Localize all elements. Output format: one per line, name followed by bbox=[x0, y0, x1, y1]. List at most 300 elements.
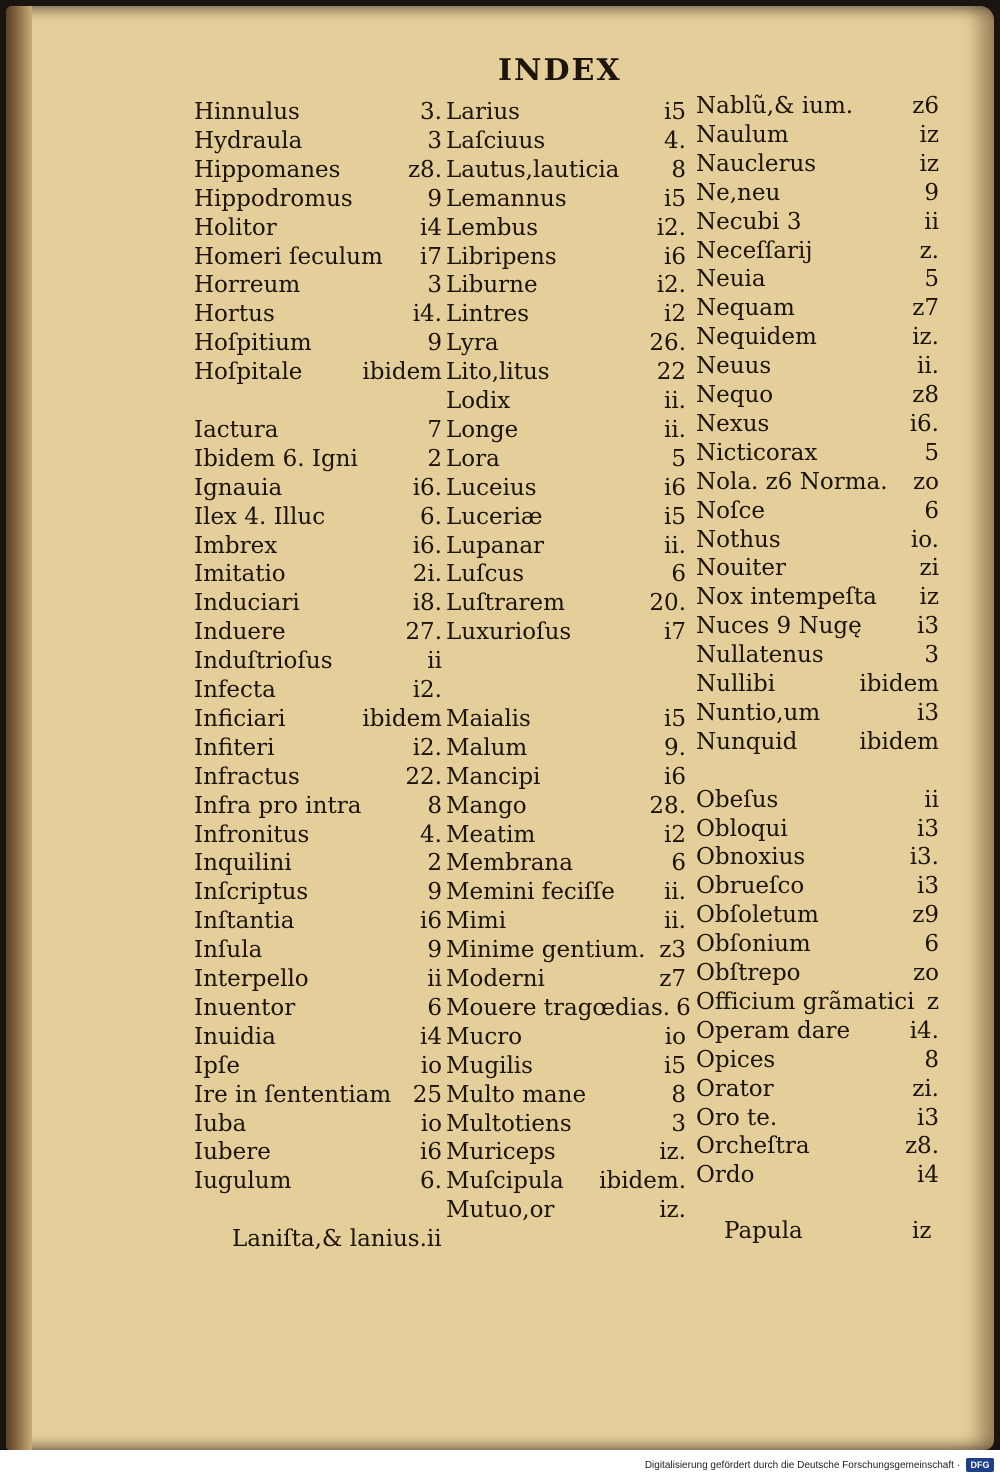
index-page-ref: i5 bbox=[664, 503, 686, 530]
index-page-ref: 2i. bbox=[412, 561, 442, 588]
index-page-ref: i6 bbox=[420, 908, 442, 935]
index-page-ref: ii. bbox=[663, 416, 686, 443]
index-page-ref: 5 bbox=[924, 266, 939, 293]
index-page-ref: 6 bbox=[671, 561, 686, 588]
index-term: Meatim bbox=[446, 821, 536, 848]
dfg-logo: DFG bbox=[966, 1458, 994, 1472]
index-page-ref: z7 bbox=[912, 295, 939, 322]
index-entry bbox=[696, 612, 939, 640]
index-entry bbox=[194, 734, 442, 762]
index-entry bbox=[696, 208, 939, 236]
index-page-ref: i6 bbox=[664, 763, 686, 790]
index-entry bbox=[696, 179, 939, 207]
index-page-ref: iz. bbox=[659, 1197, 686, 1224]
page-title: INDEX bbox=[498, 53, 622, 88]
index-page-ref: ibidem bbox=[362, 359, 442, 386]
index-term: Mucro bbox=[446, 1023, 523, 1050]
index-page-ref: ii. bbox=[663, 388, 686, 414]
index-page-ref: i8. bbox=[412, 590, 442, 617]
index-entry bbox=[446, 589, 686, 617]
index-term: Nuces 9 Nugę bbox=[696, 613, 862, 640]
index-entry bbox=[194, 792, 442, 820]
index-page-ref: zi bbox=[919, 555, 939, 582]
index-term: Induere bbox=[194, 619, 286, 646]
index-term: Lintres bbox=[446, 301, 530, 328]
index-term: Induſtrioſus bbox=[194, 648, 333, 675]
index-page-ref: 9 bbox=[427, 185, 442, 212]
index-page-ref: 2 bbox=[427, 850, 442, 877]
index-page-ref: ii. bbox=[663, 908, 686, 935]
index-term: Muſcipula bbox=[446, 1168, 564, 1195]
index-term: Multo mane bbox=[446, 1081, 587, 1108]
index-term: Nullibi bbox=[696, 671, 776, 697]
index-entry bbox=[446, 1110, 686, 1138]
index-page-ref: i3 bbox=[917, 1104, 939, 1131]
index-page-ref: i2. bbox=[656, 214, 686, 241]
index-page-ref: 9 bbox=[427, 879, 442, 906]
index-entry bbox=[696, 237, 939, 265]
index-term: Minime gentium. bbox=[446, 937, 646, 964]
index-entry bbox=[446, 185, 686, 213]
index-entry bbox=[446, 1138, 686, 1166]
index-entry bbox=[696, 641, 939, 669]
index-page-ref: i5 bbox=[664, 705, 686, 732]
index-term: Hippomanes bbox=[194, 156, 341, 183]
index-page-ref: 6. bbox=[420, 503, 442, 530]
index-page-ref: i4 bbox=[420, 214, 442, 241]
footer-credit: Digitalisierung gefördert durch die Deutsche Forschungsgemeinschaft · bbox=[644, 1460, 960, 1471]
index-term: Iactura bbox=[194, 416, 279, 443]
catchword-right-ref: iz bbox=[912, 1218, 932, 1244]
index-term: Nouiter bbox=[696, 555, 786, 582]
index-entry bbox=[446, 1196, 686, 1224]
index-page-ref: 4. bbox=[420, 821, 442, 848]
index-page-ref: i6 bbox=[664, 474, 686, 501]
index-entry bbox=[194, 763, 442, 791]
index-entry bbox=[194, 849, 442, 877]
index-entry bbox=[194, 271, 442, 299]
index-entry bbox=[696, 959, 939, 987]
index-page-ref: ii bbox=[427, 648, 442, 675]
index-term: Obrueſco bbox=[696, 873, 805, 900]
index-term: Iugulum bbox=[194, 1168, 292, 1195]
index-entry bbox=[696, 843, 939, 871]
index-entry bbox=[194, 1138, 442, 1166]
index-term: Iubere bbox=[194, 1139, 271, 1166]
index-entry bbox=[446, 358, 686, 386]
index-term: Naulum bbox=[696, 121, 789, 148]
index-entry bbox=[696, 815, 939, 843]
index-term: Noſce bbox=[696, 497, 765, 524]
index-entry bbox=[446, 271, 686, 299]
index-page-ref: i4. bbox=[412, 301, 442, 328]
index-page-ref: i2. bbox=[412, 677, 442, 703]
index-term: Hinnulus bbox=[194, 99, 300, 125]
index-term: Lito,litus bbox=[446, 359, 550, 386]
index-page-ref: i2 bbox=[664, 301, 686, 328]
index-page-ref: 6 bbox=[924, 497, 939, 524]
index-page-ref: 9 bbox=[924, 179, 939, 206]
index-term: Obloqui bbox=[696, 815, 788, 842]
index-entry bbox=[696, 699, 939, 727]
index-page-ref: io. bbox=[910, 526, 939, 553]
index-page-ref: i6. bbox=[909, 410, 939, 437]
index-entry bbox=[446, 705, 686, 733]
index-page-ref: ii. bbox=[663, 879, 686, 906]
index-term: Moderni bbox=[446, 966, 545, 992]
index-entry bbox=[696, 352, 939, 380]
index-page-ref: i3. bbox=[909, 844, 939, 871]
index-term: Interpello bbox=[194, 966, 309, 992]
index-entry bbox=[696, 526, 939, 554]
catchword-left: Laniſta,& lanius.ii bbox=[232, 1226, 442, 1252]
index-entry bbox=[446, 1023, 686, 1051]
index-page-ref: i3 bbox=[917, 873, 939, 900]
index-page-ref: 26. bbox=[649, 330, 686, 357]
catchword-right-term: Papula bbox=[724, 1218, 803, 1244]
index-term: Longe bbox=[446, 416, 519, 443]
index-entry bbox=[194, 589, 442, 617]
index-term: Nauclerus bbox=[696, 150, 817, 177]
index-term: Nequo bbox=[696, 382, 774, 408]
index-term: Ne,neu bbox=[696, 179, 781, 206]
index-page-ref: i4 bbox=[917, 1162, 939, 1189]
index-page-ref: iz. bbox=[659, 1139, 686, 1166]
index-term: Nola. z6 Norma. bbox=[696, 468, 888, 495]
index-term: Larius bbox=[446, 99, 520, 125]
index-entry bbox=[194, 560, 442, 588]
index-entry bbox=[194, 936, 442, 964]
index-entry bbox=[446, 214, 686, 242]
index-entry bbox=[446, 1167, 686, 1195]
index-term: Luſcus bbox=[446, 561, 525, 588]
index-entry bbox=[446, 1081, 686, 1109]
index-term: Oro te. bbox=[696, 1104, 778, 1131]
index-entry bbox=[696, 988, 939, 1016]
index-term: Obſoletum bbox=[696, 902, 819, 929]
index-entry bbox=[194, 1023, 442, 1051]
index-entry bbox=[696, 1075, 939, 1103]
index-entry bbox=[446, 560, 686, 588]
index-term: Lautus,lauticia bbox=[446, 156, 620, 183]
index-entry bbox=[194, 676, 442, 704]
index-entry bbox=[194, 821, 442, 849]
index-page-ref: z. bbox=[919, 237, 939, 264]
index-entry bbox=[696, 1161, 939, 1189]
index-entry bbox=[194, 965, 442, 993]
index-term: Infra pro intra bbox=[194, 792, 362, 819]
index-term: Inſula bbox=[194, 937, 263, 964]
index-page-ref: 3 bbox=[427, 127, 442, 154]
index-entry bbox=[194, 1081, 442, 1109]
index-page-ref: io bbox=[420, 1052, 442, 1079]
index-page-ref: 28. bbox=[649, 792, 686, 819]
index-term: Inuentor bbox=[194, 994, 296, 1021]
page-gutter bbox=[6, 6, 32, 1450]
index-entry bbox=[194, 185, 442, 213]
index-entry bbox=[696, 323, 939, 351]
index-term: Mancipi bbox=[446, 763, 541, 790]
index-term: Nexus bbox=[696, 410, 770, 437]
index-term: Lupanar bbox=[446, 532, 545, 559]
index-entry bbox=[446, 821, 686, 849]
index-term: Ire in ſententiam bbox=[194, 1081, 392, 1108]
index-page-ref: ibidem bbox=[859, 728, 939, 755]
index-term: Luxurioſus bbox=[446, 619, 572, 646]
index-entry bbox=[194, 532, 442, 560]
index-entry bbox=[446, 503, 686, 531]
index-term: Nullatenus bbox=[696, 642, 824, 669]
index-term: Mugilis bbox=[446, 1052, 533, 1079]
index-entry bbox=[446, 300, 686, 328]
index-page-ref: 8 bbox=[924, 1046, 939, 1073]
index-term: Lembus bbox=[446, 214, 539, 241]
index-page-ref: 2 bbox=[427, 445, 442, 472]
index-page-ref: 3 bbox=[671, 1110, 686, 1137]
index-page-ref: i5 bbox=[664, 185, 686, 212]
index-term: Neuia bbox=[696, 266, 766, 293]
index-page-ref: ibidem bbox=[362, 705, 442, 732]
index-term: Mutuo,or bbox=[446, 1197, 555, 1224]
index-entry bbox=[194, 907, 442, 935]
index-term: Membrana bbox=[446, 850, 573, 877]
index-page-ref: i6 bbox=[420, 1139, 442, 1166]
index-term: Lyra bbox=[446, 330, 499, 357]
index-entry bbox=[696, 497, 939, 525]
index-page-ref: zi. bbox=[912, 1075, 939, 1102]
index-page-ref: z8 bbox=[912, 382, 939, 408]
index-page-ref: ibidem bbox=[859, 671, 939, 697]
index-entry bbox=[194, 1167, 442, 1195]
index-entry bbox=[696, 872, 939, 900]
index-page-ref: 8 bbox=[671, 1081, 686, 1108]
index-entry bbox=[696, 381, 939, 409]
index-page-ref: iz. bbox=[912, 324, 939, 351]
index-term: Necubi 3 bbox=[696, 208, 802, 235]
index-term: Hydraula bbox=[194, 127, 303, 154]
index-term: Nuntio,um bbox=[696, 699, 821, 726]
index-term: Ipſe bbox=[194, 1052, 240, 1079]
index-entry bbox=[696, 294, 939, 322]
index-page-ref: z8. bbox=[904, 1133, 939, 1160]
index-term: Nablũ,& ium. bbox=[696, 93, 854, 119]
index-entry bbox=[446, 907, 686, 935]
index-entry bbox=[446, 1052, 686, 1080]
index-entry bbox=[446, 792, 686, 820]
index-page-ref: i7 bbox=[420, 243, 442, 270]
index-term: Hortus bbox=[194, 301, 275, 328]
index-entry bbox=[696, 901, 939, 929]
index-entry bbox=[446, 474, 686, 502]
index-entry bbox=[194, 156, 442, 184]
index-page-ref: 8 bbox=[671, 156, 686, 183]
index-term: Imitatio bbox=[194, 561, 286, 588]
index-entry bbox=[446, 763, 686, 791]
index-term: Inſtantia bbox=[194, 908, 295, 935]
index-term: Horreum bbox=[194, 272, 301, 299]
index-page-ref: 7 bbox=[427, 416, 442, 443]
index-term: Nox intempeſta bbox=[696, 584, 877, 611]
index-entry bbox=[446, 994, 691, 1022]
index-page-ref: i2. bbox=[412, 734, 442, 761]
index-page-ref: ii bbox=[924, 208, 939, 235]
index-entry bbox=[696, 728, 939, 756]
index-page-ref: 8 bbox=[427, 792, 442, 819]
index-term: Inquilini bbox=[194, 850, 292, 877]
index-term: Obeſus bbox=[696, 786, 779, 813]
index-entry bbox=[696, 554, 939, 582]
index-entry bbox=[446, 965, 686, 993]
index-entry bbox=[446, 878, 686, 906]
index-entry bbox=[446, 936, 686, 964]
digitization-footer bbox=[0, 1450, 1000, 1482]
index-entry bbox=[446, 416, 686, 444]
index-page-ref: i2. bbox=[656, 272, 686, 299]
index-term: Homeri ſeculum bbox=[194, 243, 383, 270]
index-page-ref: 3 bbox=[427, 272, 442, 299]
index-page-ref: 3. bbox=[420, 99, 442, 125]
index-term: Hoſpitium bbox=[194, 330, 312, 357]
index-entry bbox=[696, 930, 939, 958]
index-term: Liburne bbox=[446, 272, 538, 299]
index-page-ref: 9 bbox=[427, 937, 442, 964]
index-page-ref: 9. bbox=[664, 734, 686, 761]
index-term: Malum bbox=[446, 734, 528, 761]
index-page-ref: 6 bbox=[924, 931, 939, 958]
index-term: Holitor bbox=[194, 214, 277, 241]
index-term: Memini feciſſe bbox=[446, 879, 615, 906]
book-page bbox=[6, 6, 994, 1450]
index-entry bbox=[696, 439, 939, 467]
index-entry bbox=[194, 98, 442, 126]
index-page-ref: zo bbox=[913, 468, 939, 495]
index-term: Obſtrepo bbox=[696, 960, 801, 986]
index-entry bbox=[446, 445, 686, 473]
index-page-ref: i7 bbox=[664, 619, 686, 646]
index-term: Lemannus bbox=[446, 185, 567, 212]
index-term: Multotiens bbox=[446, 1110, 572, 1137]
index-page-ref: iz bbox=[919, 584, 939, 611]
index-page-ref: 5 bbox=[924, 439, 939, 466]
index-term: Opices bbox=[696, 1046, 776, 1073]
index-term: Nunquid bbox=[696, 728, 798, 755]
index-term: Luceius bbox=[446, 474, 537, 501]
index-term: Mango bbox=[446, 792, 527, 819]
index-term: Luceriæ bbox=[446, 503, 543, 530]
index-entry bbox=[194, 243, 442, 271]
index-entry bbox=[194, 618, 442, 646]
index-page-ref: 22. bbox=[405, 763, 442, 790]
index-entry bbox=[446, 98, 686, 126]
index-page-ref: i3 bbox=[917, 613, 939, 640]
index-entry bbox=[696, 670, 939, 698]
index-page-ref: i2 bbox=[664, 821, 686, 848]
index-entry bbox=[194, 878, 442, 906]
index-term: Orator bbox=[696, 1075, 774, 1102]
index-page-ref: 4. bbox=[664, 127, 686, 154]
index-page-ref: i5 bbox=[664, 1052, 686, 1079]
index-term: Infecta bbox=[194, 677, 276, 703]
index-entry bbox=[696, 410, 939, 438]
index-page-ref: i4 bbox=[420, 1023, 442, 1050]
index-term: Nequam bbox=[696, 295, 795, 322]
index-term: Mouere tragœdias. bbox=[446, 994, 671, 1021]
index-page-ref: i6. bbox=[412, 532, 442, 559]
index-page-ref: i6 bbox=[664, 243, 686, 270]
index-entry bbox=[446, 849, 686, 877]
index-page-ref: 27. bbox=[405, 619, 442, 646]
index-page-ref: io bbox=[664, 1023, 686, 1050]
index-page-ref: z8. bbox=[407, 156, 442, 183]
index-term: Neceſſarij bbox=[696, 237, 813, 264]
index-term: Nothus bbox=[696, 526, 781, 553]
index-term: Infiteri bbox=[194, 734, 275, 761]
index-page-ref: iz bbox=[919, 150, 939, 177]
index-entry bbox=[446, 532, 686, 560]
index-entry bbox=[194, 994, 442, 1022]
index-term: Imbrex bbox=[194, 532, 278, 559]
index-page-ref: zo bbox=[913, 960, 939, 986]
index-term: Nicticorax bbox=[696, 439, 818, 466]
index-entry bbox=[194, 214, 442, 242]
index-page-ref: i4. bbox=[909, 1017, 939, 1044]
index-term: Maialis bbox=[446, 705, 531, 732]
index-page-ref: ii bbox=[427, 966, 442, 992]
index-entry bbox=[696, 265, 939, 293]
index-page-ref: 3 bbox=[924, 642, 939, 669]
index-entry bbox=[696, 583, 939, 611]
index-page-ref: z7 bbox=[659, 966, 686, 992]
index-entry bbox=[446, 387, 686, 415]
index-entry bbox=[446, 329, 686, 357]
index-entry bbox=[194, 503, 442, 531]
index-term: Induciari bbox=[194, 590, 300, 617]
index-term: Ibidem 6. Igni bbox=[194, 445, 358, 472]
index-page-ref: 9 bbox=[427, 330, 442, 357]
index-entry bbox=[696, 121, 939, 149]
index-entry bbox=[446, 243, 686, 271]
index-page-ref: 22 bbox=[656, 359, 686, 386]
index-entry bbox=[446, 127, 686, 155]
index-term: Officium grãmatici bbox=[696, 988, 915, 1015]
index-entry bbox=[194, 705, 442, 733]
index-term: Neuus bbox=[696, 353, 772, 380]
index-entry bbox=[194, 1052, 442, 1080]
index-entry bbox=[194, 1110, 442, 1138]
index-entry bbox=[696, 1017, 939, 1045]
index-entry bbox=[696, 468, 939, 496]
index-term: Operam dare bbox=[696, 1017, 851, 1044]
index-page-ref: ii bbox=[924, 786, 939, 813]
index-term: Hippodromus bbox=[194, 185, 353, 212]
index-page-ref: ii. bbox=[916, 353, 939, 380]
index-term: Laſciuus bbox=[446, 127, 546, 154]
index-entry bbox=[696, 150, 939, 178]
index-entry bbox=[696, 1132, 939, 1160]
index-entry bbox=[696, 786, 939, 814]
index-entry bbox=[194, 647, 442, 675]
index-page-ref: 25 bbox=[412, 1081, 442, 1108]
index-page-ref: z bbox=[926, 988, 939, 1015]
index-page-ref: 5 bbox=[671, 445, 686, 472]
index-term: Hoſpitale bbox=[194, 359, 303, 386]
index-term: Ilex 4. Illuc bbox=[194, 503, 326, 530]
index-term: Ignauia bbox=[194, 474, 283, 501]
index-page-ref: 6. bbox=[420, 1168, 442, 1195]
index-entry bbox=[446, 618, 686, 646]
index-term: Inficiari bbox=[194, 705, 286, 732]
index-page-ref: z3 bbox=[659, 937, 686, 964]
